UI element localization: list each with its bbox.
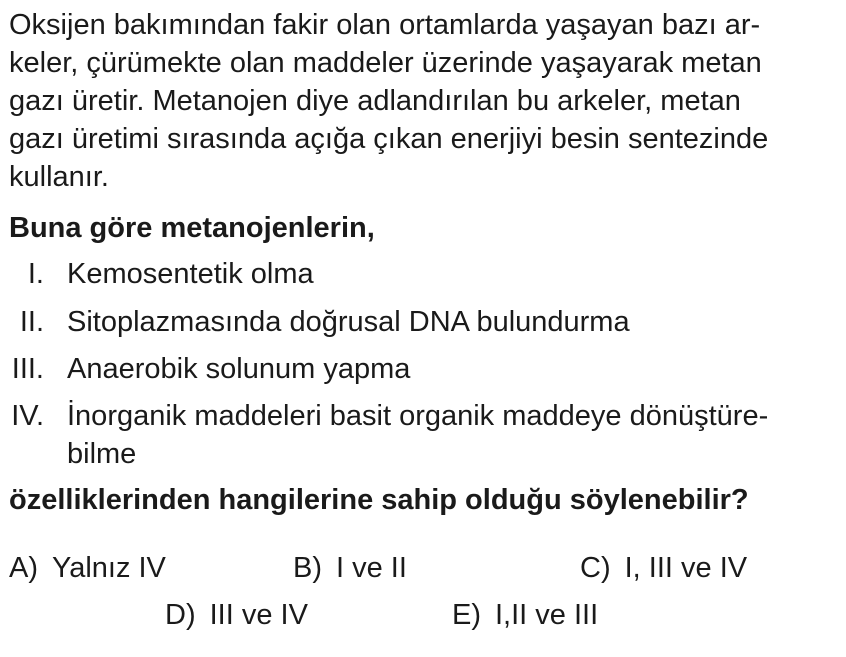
passage-line: kullanır. [9, 161, 109, 193]
option-text: I ve II [336, 552, 407, 584]
question-lead: Buna göre metanojenlerin, [9, 212, 375, 244]
passage-line: gazı üretir. Metanojen diye adlandırılan bu arkeler, metan [9, 85, 741, 117]
option-text: I, III ve IV [624, 552, 748, 584]
option-letter: A) [9, 552, 38, 584]
option-letter: D) [165, 599, 196, 631]
statement-number: IV. [11, 400, 44, 432]
passage-line: gazı üretimi sırasında açığa çıkan enerjiyi besin sentezinde [9, 123, 769, 155]
option-d[interactable] [165, 596, 308, 634]
question-stem: özelliklerinden hangilerine sahip olduğu söylenebilir? [9, 484, 749, 516]
statement-text-continuation: bilme [67, 438, 137, 470]
option-letter: C) [580, 552, 611, 584]
option-c[interactable] [580, 549, 747, 587]
statement-text: Anaerobik solunum yapma [67, 353, 411, 385]
option-text: III ve IV [209, 599, 308, 631]
option-letter: B) [293, 552, 322, 584]
option-text: Yalnız IV [52, 552, 166, 584]
statement-text: İnorganik maddeleri basit organik maddeye dönüştüre- [67, 400, 769, 432]
option-letter: E) [452, 599, 481, 631]
statement-number: II. [19, 306, 44, 338]
option-text: I,II ve III [495, 599, 599, 631]
option-e[interactable] [452, 596, 598, 634]
passage-line: Oksijen bakımından fakir olan ortamlarda yaşayan bazı ar- [9, 9, 761, 41]
statement-number: III. [11, 353, 44, 385]
option-b[interactable] [293, 549, 407, 587]
option-a[interactable] [9, 549, 166, 587]
passage-line: keler, çürümekte olan maddeler üzerinde yaşayarak metan [9, 47, 762, 79]
statement-text: Sitoplazmasında doğrusal DNA bulundurma [67, 306, 630, 338]
statement-text: Kemosentetik olma [67, 258, 314, 290]
statement-number: I. [27, 258, 44, 290]
